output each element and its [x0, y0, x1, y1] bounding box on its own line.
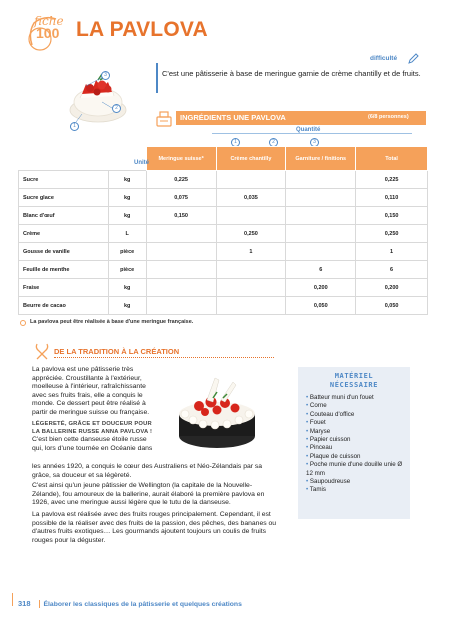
table-row [19, 243, 428, 261]
page-title: LA PAVLOVA [76, 18, 208, 41]
column-marker-3: 3 [310, 138, 319, 147]
chantilly-cell [216, 207, 286, 225]
marker-2: 2 [112, 104, 121, 113]
garniture-cell [286, 243, 356, 261]
footer-separator [39, 600, 40, 608]
fiche-label: fiche [34, 14, 64, 28]
ingredients-people: (6/8 personnes) [368, 114, 409, 120]
subheading: LÉGERETÉ, GRÂCE ET DOUCEUR POUR LA BALLERINE RUSSE ANNA PAVLOVA ! [32, 420, 153, 435]
fiche-number: 100 [36, 25, 60, 41]
equipment-item: • Pinceau [306, 444, 410, 452]
garniture-cell [286, 225, 356, 243]
paragraph: C'est ainsi qu'un jeune pâtissier de Wellington (la capitale de la Nouvelle-Zélande), fou amoureux de la ballerine, aurait élaboré la première pavlova en 1926, avec une meringue aussi légère que le tutu de la danseuse. [32, 482, 265, 507]
paragraph: les années 1920, a conquis le cœur des Australiens et Néo-Zélandais par sa grâce, sa douceur et sa légèreté. [32, 463, 263, 479]
meringue-cell: 0,075 [146, 189, 216, 207]
quantity-rule [212, 133, 412, 134]
unit-cell: kg [108, 189, 146, 207]
equipment-item: • Poche munie d'une douille unie Ø 12 mm [306, 461, 410, 478]
column-header: Total [356, 147, 428, 171]
equipment-item: • Fouet [306, 419, 410, 427]
footer-rule [12, 593, 13, 606]
column-header: Meringue suisse* [146, 147, 216, 171]
unit-cell: L [108, 225, 146, 243]
chantilly-cell [216, 261, 286, 279]
whisk-spatula-icon [34, 342, 50, 360]
equipment-item: • Maryse [306, 428, 410, 436]
paragraph: La pavlova est réalisée avec des fruits rouges principalement. Cependant, il est possible de la réaliser avec des fruits de la passion, des pêches, des bananes ou d'autres fruits exotiques… Les gourmands ajoutent toujours un coulis de fruits rouges pour la déguster. [32, 511, 277, 544]
garniture-cell [286, 189, 356, 207]
column-marker-2: 2 [269, 138, 278, 147]
garniture-cell: 0,200 [286, 279, 356, 297]
table-note: La pavlova peut être réalisée à base d'une meringue française. [30, 319, 194, 325]
equipment-item: • Corne [306, 402, 410, 410]
ingredient-name: Sucre glace [19, 189, 109, 207]
note-bullet-icon [20, 320, 26, 326]
garniture-cell [286, 171, 356, 189]
paragraph: C'est bien cette danseuse étoile russe qui, lors d'une tournée en Océanie dans [32, 436, 153, 452]
chantilly-cell [216, 297, 286, 315]
garniture-cell [286, 207, 356, 225]
table-row [19, 279, 428, 297]
tradition-rule [54, 357, 274, 358]
pavlova-cake-photo [163, 370, 271, 456]
unit-cell: pièce [108, 261, 146, 279]
difficulty-label: difficulté [370, 55, 398, 62]
chantilly-cell [216, 279, 286, 297]
total-cell: 0,225 [356, 171, 428, 189]
blank-header [19, 147, 109, 171]
table-row [19, 189, 428, 207]
tradition-text-column [32, 366, 157, 454]
ingredient-name: Feuille de menthe [19, 261, 109, 279]
total-cell: 0,050 [356, 297, 428, 315]
ingredient-name: Blanc d'œuf [19, 207, 109, 225]
equipment-item: • Papier cuisson [306, 436, 410, 444]
equipment-title-line2: NÉCESSAIRE [329, 381, 379, 389]
table-row [19, 171, 428, 189]
intro-text: C'est une pâtisserie à base de meringue garnie de crème chantilly et de fruits. [162, 69, 421, 78]
ingredient-name: Sucre [19, 171, 109, 189]
equipment-item: • Batteur muni d'un fouet [306, 394, 410, 402]
total-cell: 1 [356, 243, 428, 261]
equipment-title-line1: MATÉRIEL [334, 372, 374, 380]
marker-leader-lines [76, 72, 116, 128]
ingredient-name: Crème [19, 225, 109, 243]
marker-3: 3 [101, 71, 110, 80]
equipment-item: • Saupoudreuse [306, 478, 410, 486]
ingredients-table [18, 146, 428, 315]
total-cell: 0,200 [356, 279, 428, 297]
paragraph: La pavlova est une pâtisserie très appréciée. Croustillante à l'extérieur, moelleuse à l'intérieur, rafraîchissante avec ses fruits frais, elle a conquis le monde. Ce dessert peut être réalisé à partir de meringue suisse ou française. [32, 366, 150, 416]
equipment-item: • Tamis [306, 486, 410, 494]
chantilly-cell: 0,035 [216, 189, 286, 207]
chantilly-cell: 0,250 [216, 225, 286, 243]
column-marker-1: 1 [231, 138, 240, 147]
table-row [19, 225, 428, 243]
garniture-cell: 6 [286, 261, 356, 279]
pencil-icon [407, 53, 419, 65]
meringue-cell [146, 297, 216, 315]
ingredient-name: Beurre de cacao [19, 297, 109, 315]
scale-icon [155, 110, 175, 128]
blank-header [108, 147, 146, 171]
garniture-cell: 0,050 [286, 297, 356, 315]
meringue-cell [146, 261, 216, 279]
footer [18, 599, 242, 608]
chantilly-cell: 1 [216, 243, 286, 261]
unit-cell: kg [108, 171, 146, 189]
equipment-title [298, 372, 410, 390]
meringue-cell: 0,150 [146, 207, 216, 225]
meringue-cell: 0,225 [146, 171, 216, 189]
ingredients-title: INGRÉDIENTS UNE PAVLOVA [180, 113, 286, 122]
equipment-item: • Plaque de cuisson [306, 453, 410, 461]
meringue-cell [146, 279, 216, 297]
table-header-row [19, 147, 428, 171]
chantilly-cell [216, 171, 286, 189]
column-header: Garniture / finitions [286, 147, 356, 171]
equipment-item: • Couteau d'office [306, 411, 410, 419]
quantity-label: Quantité [296, 127, 321, 133]
table-row [19, 297, 428, 315]
meringue-cell [146, 243, 216, 261]
page-number: 318 [18, 599, 31, 608]
unit-cell: kg [108, 207, 146, 225]
equipment-list [306, 394, 410, 495]
total-cell: 0,250 [356, 225, 428, 243]
unit-label: Unité [134, 160, 149, 166]
marker-1: 1 [70, 122, 79, 131]
tradition-title: DE LA TRADITION À LA CRÉATION [54, 347, 180, 356]
unit-cell: kg [108, 297, 146, 315]
footer-text: Élaborer les classiques de la pâtisserie et quelques créations [43, 601, 242, 608]
total-cell: 0,110 [356, 189, 428, 207]
column-header: Crème chantilly [216, 147, 286, 171]
meringue-cell [146, 225, 216, 243]
intro-rule [156, 63, 158, 93]
ingredient-name: Gousse de vanille [19, 243, 109, 261]
table-row [19, 261, 428, 279]
unit-cell: kg [108, 279, 146, 297]
unit-cell: pièce [108, 243, 146, 261]
total-cell: 0,150 [356, 207, 428, 225]
ingredient-name: Fraise [19, 279, 109, 297]
table-row [19, 207, 428, 225]
total-cell: 6 [356, 261, 428, 279]
